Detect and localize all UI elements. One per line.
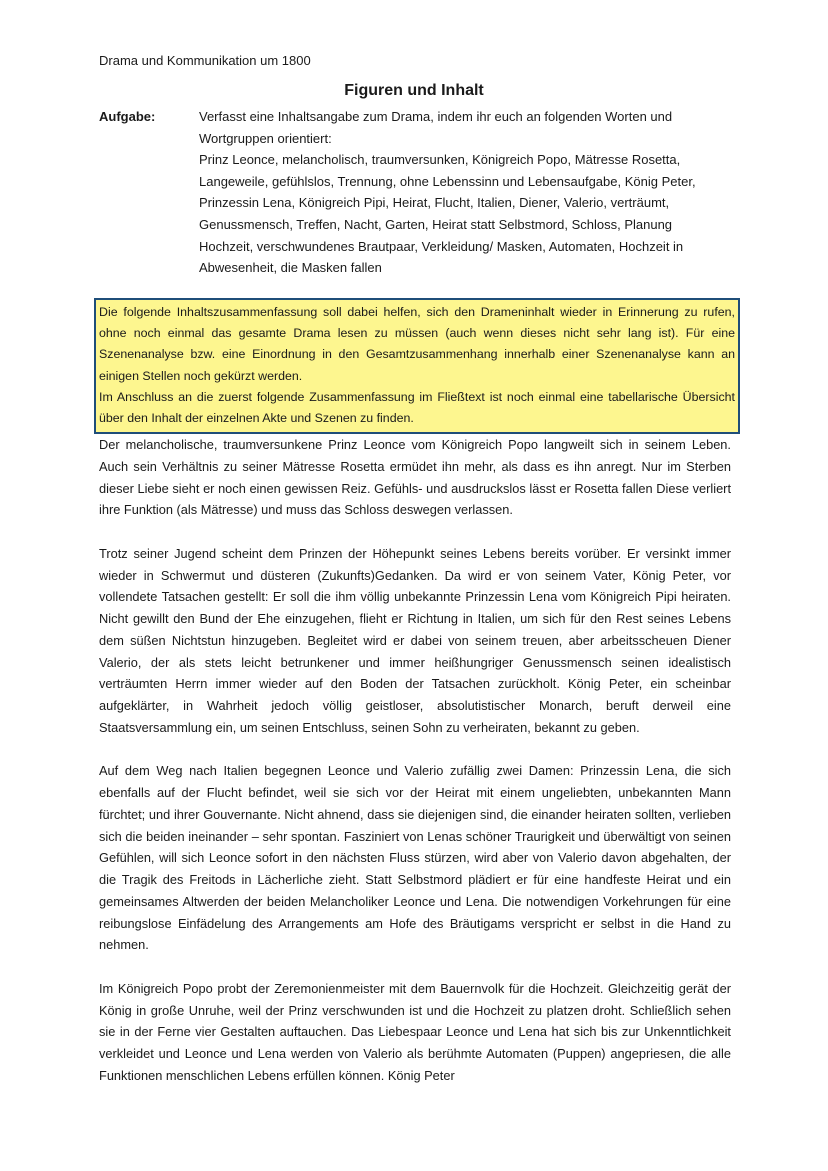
task-line: Wortgruppen orientiert: [199,130,332,146]
page-header: Drama und Kommunikation um 1800 [99,53,311,68]
note-paragraph: Die folgende Inhaltszusammenfassung soll dabei helfen, sich den Drameninhalt wieder in Erinnerung zu rufen, ohne noch einmal das gesamte Drama lesen zu müssen (auch wenn dieses nicht sehr lang ist). Für eine Szenenanalyse bzw. eine Einordnung in den Gesamtzusammenhang innerhalb einer Szenenanalyse kann an einigen Stellen noch gekürzt werden. [99,305,735,383]
task-line: Prinz Leonce, melancholisch, traumversunken, Königreich Popo, Mätresse Rosetta, [199,152,681,168]
summary-paragraph: Der melancholische, traumversunkene Prinz Leonce vom Königreich Popo langweilt sich in seinem Leben. Auch sein Verhältnis zu seiner Mätresse Rosetta ermüdet ihn mehr, als dass es ihn anregt. Nur im Sterben dieser Liebe sieht er noch einen gewissen Reiz. Gefühls- und ausdruckslos lässt er Rosetta fallen Diese verliert ihre Funktion (als Mätresse) und muss das Schloss deswegen verlassen. [99,437,731,518]
highlighted-note-box [94,298,740,434]
note-paragraph: Im Anschluss an die zuerst folgende Zusammenfassung im Fließtext ist noch einmal eine tabellarische Übersicht über den Inhalt der einzelnen Akte und Szenen zu finden. [99,389,735,426]
task-line: Hochzeit, verschwundenes Brautpaar, Verkleidung/ Masken, Automaten, Hochzeit in [199,238,684,254]
task-body [199,106,759,279]
task-line: Verfasst eine Inhaltsangabe zum Drama, indem ihr euch an folgenden Worten und [199,109,673,124]
page-title: Figuren und Inhalt [344,82,484,99]
summary-paragraph: Auf dem Weg nach Italien begegnen Leonce und Valerio zufällig zwei Damen: Prinzessin Lena, die sich ebenfalls auf der Flucht befindet, weil sie sich vor der Heirat mit einem ungeliebten, unbekannten Mann fürchtet; und ihrer Gouvernante. Nicht ahnend, dass sie diejenigen sind, die einander heiraten sollten, verlieben sich die beiden ineinander – sehr spontan. Fasziniert von Lenas schöner Traurigkeit und überwältigt von seinen Gefühlen, will sich Leonce sofort in den nächsten Fluss stürzen, wird aber von Valerio davon abgehalten, der die Tragik des Freitods in Lächerliche zieht. Statt Selbstmord plädiert er für eine handfeste Heirat und ein gemeinsames Altwerden der beiden Melancholiker Leonce und Lena. Die notwendigen Vorkehrungen für eine reibungslose Einfädelung des Arrangements am Hofe des Bräutigams verspricht er selbst in die Hand zu nehmen. [99,763,731,953]
summary-paragraph: Trotz seiner Jugend scheint dem Prinzen der Höhepunkt seines Lebens bereits vorüber. Er versinkt immer wieder in Schwermut und düsteren (Zukunfts)Gedanken. Da wird er von seinem Vater, König Peter, vor vollendete Tatsachen gestellt: Er soll die ihm völlig unbekannte Prinzessin Lena vom Königreich Pipi heiraten. Nicht gewillt den Bund der Ehe einzugehen, flieht er Richtung in Italien, um sich für den Rest seines Lebens dem süßen Nichtstun hinzugeben. Begleitet wird er dabei von seinem treuen, aber arbeitsscheuen Diener Valerio, der als stets leicht betrunkener und immer heißhungriger Genussmensch seinen idealistisch verträumten Herrn immer wieder auf den Boden der Tatsachen zurückholt. König Peter, ein scheinbar aufgeklärter, in Wahrheit jedoch völlig geistloser, absolutistischer Monarch, beruft derweil eine Staatsversammlung ein, um seinen Entschluss, seinen Sohn zu verheiraten, bekannt zu geben. [99,545,731,735]
task-line: Langeweile, gefühlslos, Trennung, ohne Lebenssinn und Lebensaufgabe, König Peter, [199,173,696,189]
task-line: Genussmensch, Treffen, Nacht, Garten, Heirat statt Selbstmord, Schloss, Planung [199,216,673,232]
summary-text [99,434,731,1108]
task-line: Prinzessin Lena, Königreich Pipi, Heirat, Flucht, Italien, Diener, Valerio, verträumt, [199,195,670,211]
summary-paragraph: Im Königreich Popo probt der Zeremonienmeister mit dem Bauernvolk für die Hochzeit. Gleichzeitig gerät der König in große Unruhe, weil der Prinz verschwunden ist und die Hochzeit zu platzen droht. Schließlich sehen sie in der Ferne vier Gestalten auftauchen. Das Liebespaar Leonce und Lena hat sich bis zur Unkenntlichkeit verkleidet und Leonce und Lena werden von Valerio als berühmte Automaten (Puppen) angepriesen, die alle Funktionen menschlichen Lebens erfüllen können. König Peter [99,980,731,1083]
task-label: Aufgabe: [99,109,156,124]
task-line: Abwesenheit, die Masken fallen [199,260,382,276]
